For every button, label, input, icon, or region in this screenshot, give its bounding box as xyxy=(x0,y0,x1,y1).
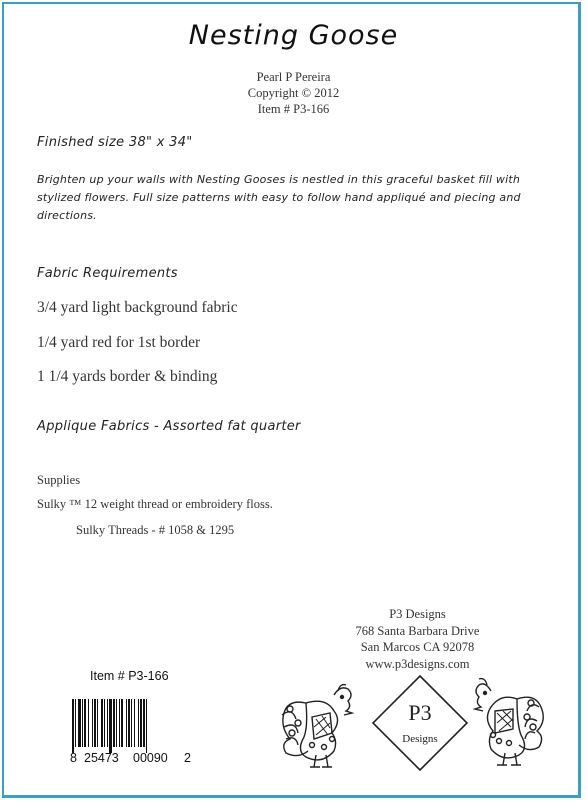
barcode-digit: 25473 xyxy=(84,751,119,765)
description-line: directions. xyxy=(37,209,97,222)
company-website: www.p3designs.com xyxy=(365,656,470,671)
hen-left-icon xyxy=(276,683,356,773)
supplies-heading: Supplies xyxy=(37,473,81,487)
supplies-line: Sulky ™ 12 weight thread or embroidery floss. xyxy=(37,497,273,511)
fabric-heading: Fabric Requirements xyxy=(37,266,178,281)
fabric-item: 3/4 yard light background fabric xyxy=(37,299,238,316)
barcode-digit: 00090 xyxy=(133,751,168,765)
company-name: P3 Designs xyxy=(389,607,446,621)
copyright: Copyright © 2012 xyxy=(247,86,340,100)
item-number: Item # P3-166 xyxy=(257,102,330,116)
company-city: San Marcos CA 92078 xyxy=(360,640,475,654)
barcode-digit: 2 xyxy=(184,751,191,765)
description xyxy=(37,171,547,225)
supplies-line: Sulky Threads - # 1058 & 1295 xyxy=(76,523,235,537)
hen-right-icon xyxy=(473,677,553,769)
fabric-item: 1/4 yard red for 1st border xyxy=(37,334,201,351)
company-address xyxy=(345,606,490,672)
fabric-item: 1 1/4 yards border & binding xyxy=(37,368,218,385)
finished-size: Finished size 38" x 34" xyxy=(37,135,193,150)
applique-heading: Applique Fabrics - Assorted fat quarter xyxy=(37,419,301,434)
barcode-icon xyxy=(70,697,180,755)
barcode-item-label: Item # P3-166 xyxy=(90,669,169,683)
logo-sub-text: Designs xyxy=(402,733,438,745)
barcode-digit: 8 xyxy=(70,751,77,765)
description-line: stylized flowers. Full size patterns with easy to follow hand appliqué and piecing and xyxy=(37,191,521,204)
author: Pearl P Pereira xyxy=(256,70,331,84)
logo-main-text: P3 xyxy=(408,700,432,725)
company-street: 768 Santa Barbara Drive xyxy=(355,623,480,638)
page-title: Nesting Goose xyxy=(188,20,399,51)
description-line: Brighten up your walls with Nesting Gooses is nestled in this graceful basket fill with xyxy=(37,173,521,186)
